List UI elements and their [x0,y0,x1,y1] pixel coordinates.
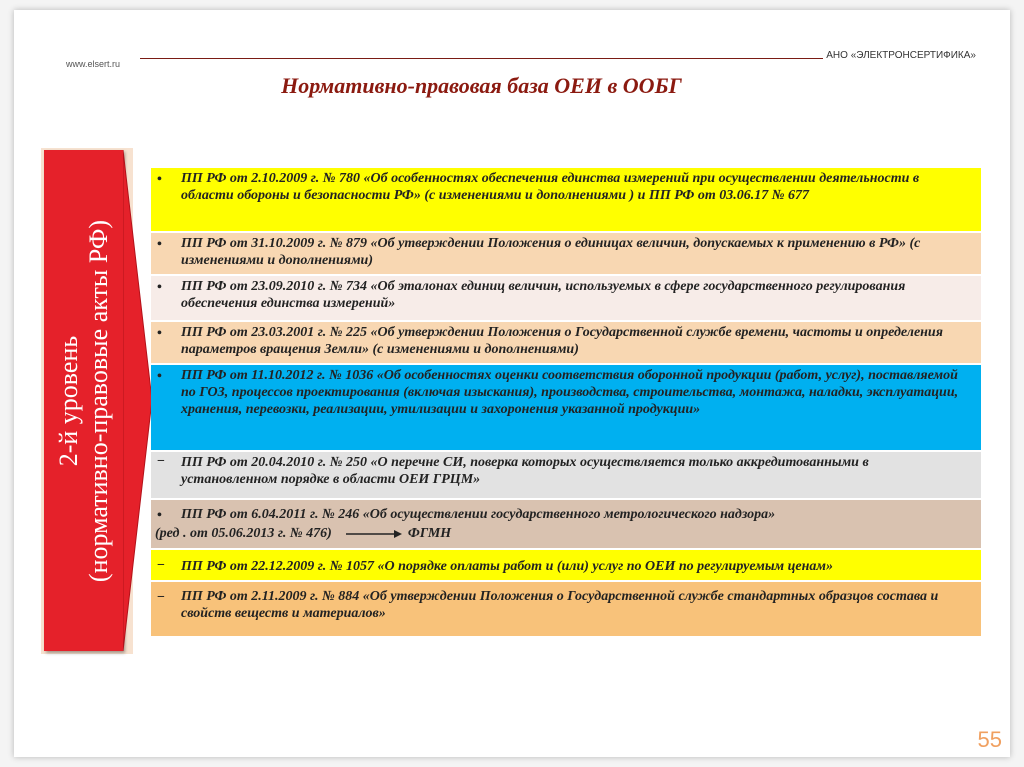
page-title: Нормативно-правовая база ОЕИ в ООБГ [281,73,682,98]
item-text: ПП РФ от 2.11.2009 г. № 884 «Об утверждении Положения о Государственной службе стандартных образцов состава и свойств веществ и материалов» [181,589,939,621]
bullet: • [157,326,162,341]
item-text: ПП РФ от 31.10.2009 г. № 879 «Об утверждении Положения о единицах величин, допускаемых к применению в РФ» (с изменениями и дополнениями) [181,236,921,268]
item-text: ПП РФ от 6.04.2011 г. № 246 «Об осуществлении государственного метрологического надзора» [181,507,776,522]
side-label-line2: (нормативно-правовые акты РФ) [83,219,113,582]
list-item [151,233,981,276]
list-item [151,365,981,452]
bullet: • [157,237,162,252]
item-text: ПП РФ от 23.09.2010 г. № 734 «Об эталонах единиц величин, используемых в сфере государственного регулирования обеспечения единства измерений» [181,279,906,311]
item-revision: (ред . от 05.06.2013 г. № 476) [155,526,332,541]
side-label-text [54,161,114,641]
bullet: − [157,590,165,605]
side-arrow-icon [123,150,152,651]
bullet: • [157,172,162,187]
acts-list [151,168,981,638]
page-number: 55 [977,727,1002,752]
list-item [151,550,981,582]
bullet: − [157,454,165,469]
organization-name: АНО «ЭЛЕКТРОНСЕРТИФИКА» [826,50,976,61]
header-divider [140,58,823,59]
item-text: ПП РФ от 22.12.2009 г. № 1057 «О порядке оплаты работ и (или) услуг по ОЕИ по регулируемым ценам» [181,559,833,574]
arrow-right-icon [346,529,402,539]
side-label-line1: 2-й уровень [53,335,83,466]
bullet: • [157,280,162,295]
list-item [151,452,981,500]
bullet: • [157,369,162,384]
item-text: ПП РФ от 2.10.2009 г. № 780 «Об особенностях обеспечения единства измерений при осуществлении деятельности в области обороны и безопасности РФ» (с изменениями и дополнениями ) и ПП РФ от 03.06.17 № 677 [181,171,920,203]
bullet: − [157,558,165,573]
list-item [151,322,981,365]
list-item [151,168,981,233]
side-label-box [44,150,123,651]
list-item [151,276,981,322]
bullet: • [157,508,162,523]
list-item [151,500,981,550]
website-url[interactable]: www.elsert.ru [66,59,121,69]
item-target: ФГМН [407,526,452,541]
list-item [151,582,981,638]
item-text: ПП РФ от 20.04.2010 г. № 250 «О перечне СИ, поверка которых осуществляется только аккредитованными в установленном порядке в области ОЕИ ГРЦМ» [181,455,869,487]
item-sub-line [155,525,967,542]
item-text: ПП РФ от 11.10.2012 г. № 1036 «Об особенностях оценки соответствия оборонной продукции (работ, услуг), поставляемой по ГОЗ, процессов проектирования (включая изыскания), производства, строительства, монтажа, наладки, эксплуатации, хранения, перевозки, реализации, утилизации и захоронения указанной продукции» [181,368,959,417]
item-text: ПП РФ от 23.03.2001 г. № 225 «Об утверждении Положения о Государственной службе времени, частоты и определения параметров вращения Земли» (с изменениями и дополнениями) [181,325,943,357]
